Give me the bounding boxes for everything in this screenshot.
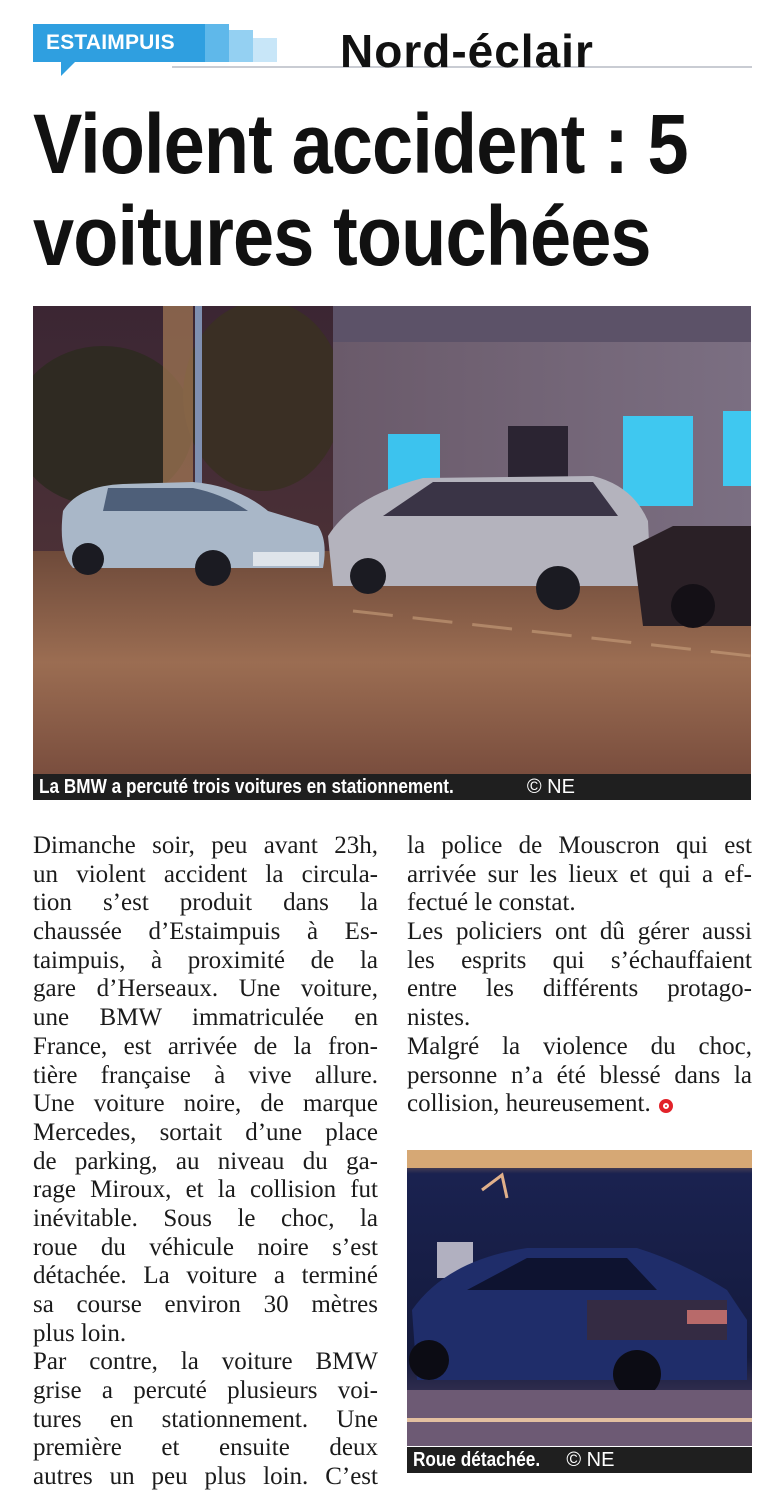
- article-line: chaussée d’Estaimpuis à Es-: [33, 918, 378, 946]
- article-line: gare d’Herseaux. Une voiture,: [33, 975, 378, 1003]
- main-photo: [33, 306, 751, 774]
- article-line: une BMW immatriculée en: [33, 1004, 378, 1032]
- article-line: France, est arrivée de la fron-: [33, 1032, 378, 1060]
- headline-line-1: Violent accident : 5: [33, 97, 688, 191]
- article-line: autres un peu plus loin. C’est: [33, 1463, 378, 1491]
- article-line: Malgré la violence du choc,: [407, 1032, 752, 1060]
- main-photo-caption: [33, 774, 751, 800]
- article-line: nistes.: [407, 1004, 471, 1032]
- article-line: première et ensuite deux: [33, 1434, 378, 1462]
- article-line: tière française à vive allure.: [33, 1061, 378, 1089]
- article-line: tures en stationnement. Une: [33, 1405, 378, 1433]
- article-line: plus loin.: [33, 1319, 127, 1347]
- article-line: Dimanche soir, peu avant 23h,: [33, 832, 378, 859]
- section-tag: [33, 24, 205, 62]
- article-line: taimpuis, à proximité de la: [33, 946, 378, 974]
- article-line: de parking, au niveau du ga-: [33, 1147, 378, 1175]
- article-line: les esprits qui s’échauffaient: [407, 946, 752, 974]
- secondary-photo-credit: © NE: [566, 1449, 615, 1471]
- main-photo-caption-text: La BMW a percuté trois voitures en stationnement.: [39, 776, 454, 798]
- end-of-article-icon: [659, 1099, 673, 1113]
- article-column-1: [33, 832, 378, 1492]
- secondary-photo-caption: [407, 1447, 752, 1473]
- article-line: inévitable. Sous le choc, la: [33, 1204, 378, 1232]
- article-line: sa course environ 30 mètres: [33, 1291, 378, 1318]
- article-line: Une voiture noire, de marque: [33, 1090, 378, 1118]
- article-headline: [33, 97, 688, 283]
- headline-line-2: voitures touchées: [33, 189, 651, 283]
- secondary-photo-illustration: [407, 1150, 752, 1446]
- tag-decor-square: [253, 38, 277, 62]
- article-line: entre les différents protago-: [407, 975, 752, 1003]
- section-tag-label: ESTAIMPUIS: [46, 31, 175, 54]
- article-line: Les policiers ont dû gérer aussi: [407, 918, 752, 946]
- article-line: personne n’a été blessé dans la: [407, 1061, 752, 1089]
- article-line: arrivée sur les lieux et qui a ef-: [407, 860, 752, 888]
- main-photo-credit: © NE: [526, 776, 575, 798]
- article-line: détachée. La voiture a terminé: [33, 1262, 378, 1290]
- article-line: Mercedes, sortait d’une place: [33, 1118, 378, 1146]
- tag-decor-square: [229, 30, 253, 62]
- secondary-photo-caption-text: Roue détachée.: [413, 1449, 541, 1471]
- main-photo-illustration: [33, 306, 751, 774]
- article-line: la police de Mouscron qui est: [407, 832, 752, 859]
- article-line: roue du véhicule noire s’est: [33, 1233, 378, 1261]
- article-line-final: [407, 1090, 752, 1119]
- article-line-final-text: collision, heureusement.: [407, 1090, 651, 1118]
- article-line: un violent accident la circula-: [33, 860, 378, 888]
- article-column-2: [407, 832, 752, 1119]
- article-line: fectué le constat.: [407, 889, 576, 917]
- section-tag-bar: [33, 24, 270, 66]
- section-tag-notch: [61, 62, 75, 76]
- article-line: grise a percuté plusieurs voi-: [33, 1377, 378, 1405]
- article-line: tion s’est produit dans la: [33, 889, 378, 917]
- article-line: Par contre, la voiture BMW: [33, 1348, 378, 1376]
- newspaper-name: Nord-éclair: [340, 25, 594, 77]
- tag-decor-square: [205, 24, 229, 62]
- article-line: rage Miroux, et la collision fut: [33, 1176, 378, 1204]
- secondary-photo: [407, 1150, 752, 1446]
